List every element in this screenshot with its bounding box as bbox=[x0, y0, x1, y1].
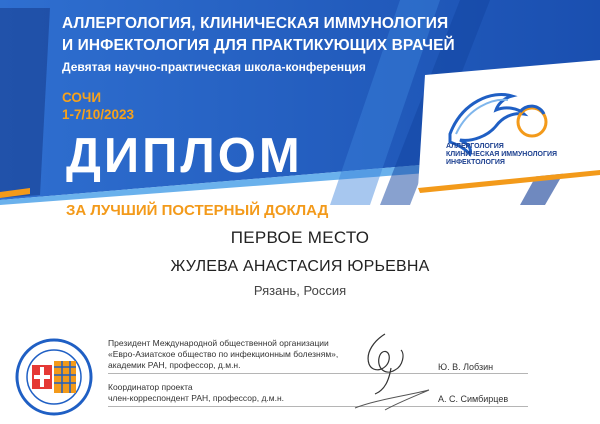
coordinator-title-line1: Координатор проекта bbox=[108, 382, 193, 392]
conference-title-line2: И ИНФЕКТОЛОГИЯ ДЛЯ ПРАКТИКУЮЩИХ ВРАЧЕЙ bbox=[62, 37, 455, 54]
diploma-title: ДИПЛОМ bbox=[66, 129, 303, 183]
logo-text-line1: АЛЛЕРГОЛОГИЯ bbox=[446, 143, 504, 150]
recipient-location: Рязань, Россия bbox=[253, 283, 347, 298]
award-title: ЗА ЛУЧШИЙ ПОСТЕРНЫЙ ДОКЛАД bbox=[66, 202, 329, 219]
society-emblem-icon bbox=[14, 337, 94, 417]
president-title-line2: «Евро-Азиатское общество по инфекционным болезням», bbox=[108, 349, 339, 359]
award-place: ПЕРВОЕ МЕСТО bbox=[230, 228, 370, 247]
logo-text-line2: КЛИНИЧЕСКАЯ ИММУНОЛОГИЯ bbox=[446, 151, 558, 158]
signature-line-1 bbox=[108, 373, 528, 374]
president-title-line3: академик РАН, профессор, д.м.н. bbox=[108, 360, 241, 370]
conference-subtitle: Девятая научно-практическая школа-конференция bbox=[62, 60, 366, 74]
signature-line-2 bbox=[108, 406, 528, 407]
coordinator-name: А. С. Симбирцев bbox=[438, 394, 509, 404]
logo-text-line3: ИНФЕКТОЛОГИЯ bbox=[446, 159, 505, 166]
conference-dates: 1-7/10/2023 bbox=[62, 107, 135, 122]
conference-city: СОЧИ bbox=[62, 90, 102, 105]
president-name: Ю. В. Лобзин bbox=[438, 362, 494, 372]
recipient-name: ЖУЛЕВА АНАСТАСИЯ ЮРЬЕВНА bbox=[170, 258, 430, 275]
conference-title-line1: АЛЛЕРГОЛОГИЯ, КЛИНИЧЕСКАЯ ИММУНОЛОГИЯ bbox=[62, 15, 449, 32]
coordinator-title-line2: член-корреспондент РАН, профессор, д.м.н. bbox=[108, 393, 285, 403]
signature-icon bbox=[345, 330, 435, 414]
president-title-line1: Президент Международной общественной организации bbox=[108, 338, 329, 348]
